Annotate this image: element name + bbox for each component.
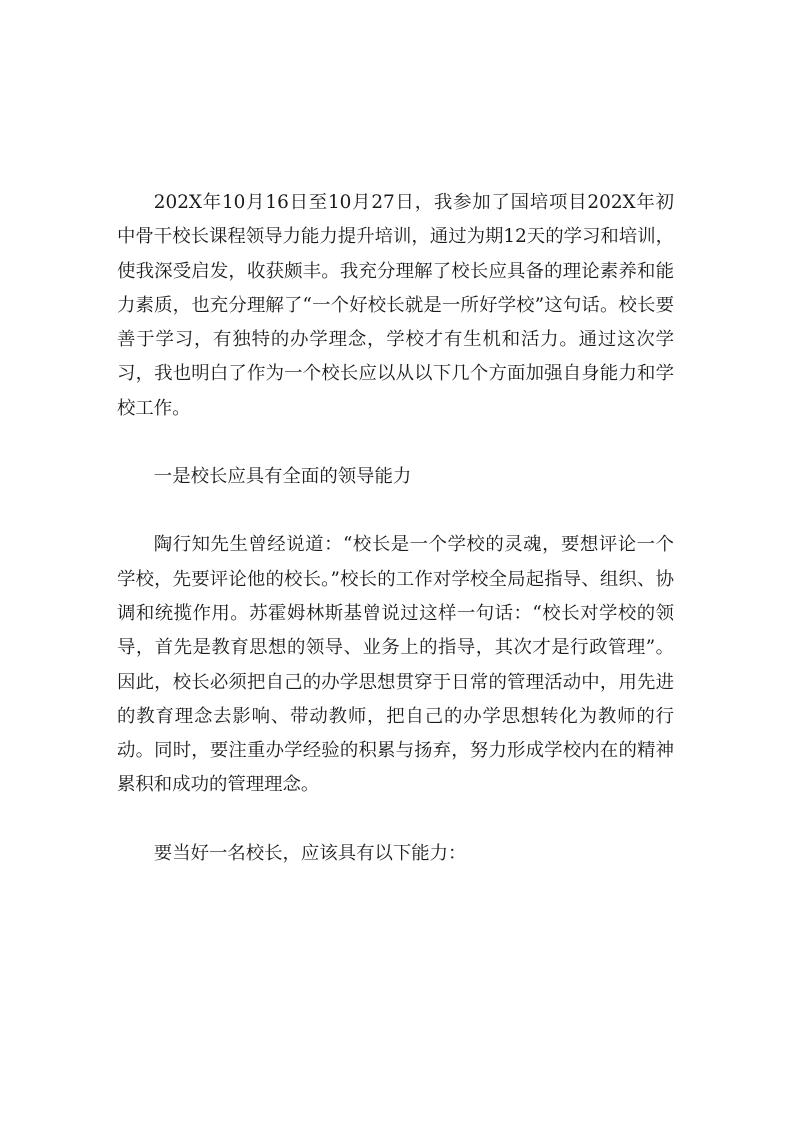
abilities-intro-paragraph: 要当好一名校长，应该具有以下能力： — [153, 842, 467, 864]
paragraph-spacer — [117, 426, 674, 460]
section-heading: 一是校长应具有全面的领导能力 — [153, 466, 412, 488]
leadership-paragraph: 陶行知先生曾经说道：“校长是一个学校的灵魂，要想评论一个学校，先要评论他的校长。”校长的工作对学校全局起指导、组织、协调和统揽作用。苏霍姆林斯基曾说过这样一句话：“校长对学校的领导，首先是教育思想的领导、业务上的指导，其次才是行政管理”。因此，校长必须把自己的办学思想贯穿于日常的管理活动中，用先进的教育理念去影响、带动教师，把自己的办学思想转化为教师的行动。同时，要注重办学经验的积累与扬弃，努力形成学校内在的精神累积和成功的管理理念。 — [117, 534, 674, 796]
paragraph-spacer — [117, 803, 674, 837]
document-page — [117, 186, 674, 871]
paragraph-spacer — [117, 494, 674, 528]
intro-paragraph: 202X年10月16日至10月27日，我参加了国培项目202X年初中骨干校长课程领导力能力提升培训，通过为期12天的学习和培训，使我深受启发，收获颇丰。我充分理解了校长应具备的理论素养和能力素质，也充分理解了“一个好校长就是一所好学校”这句话。校长要善于学习，有独特的办学理念，学校才有生机和活力。通过这次学习，我也明白了作为一个校长应以从以下几个方面加强自身能力和学校工作。 — [117, 192, 674, 419]
